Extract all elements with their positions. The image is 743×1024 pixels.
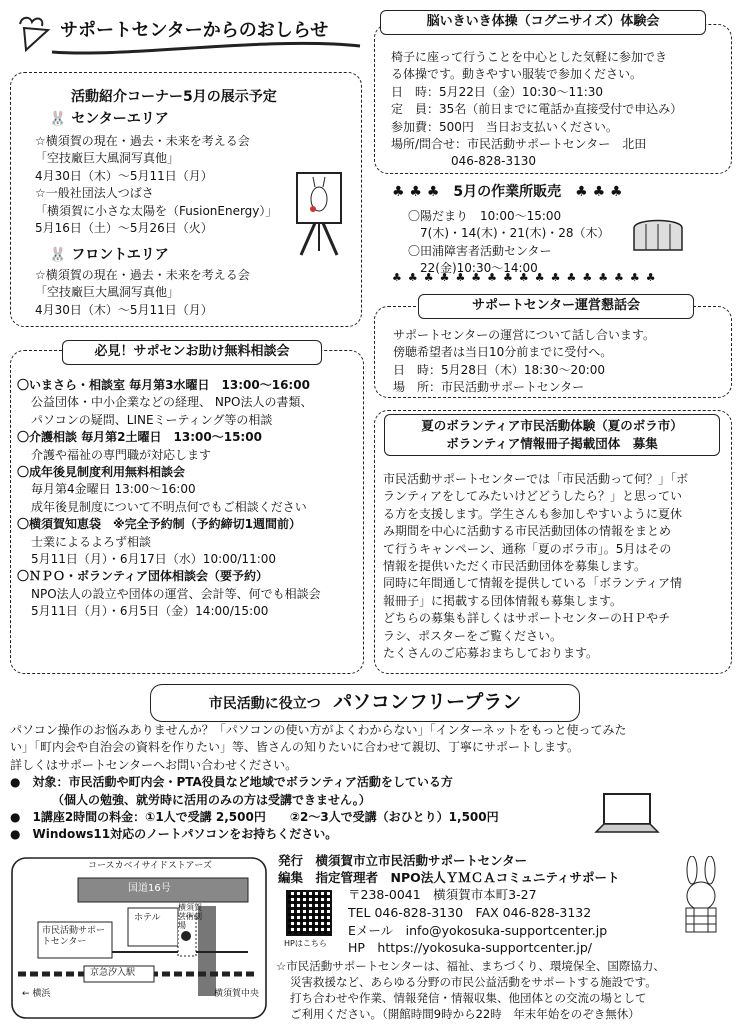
consult-line: 5月11日（月）・6月5日（金）14:00/15:00 xyxy=(31,604,269,619)
sales-line: 7(木)・14(木)・21(木)・28（木） xyxy=(420,226,610,241)
map xyxy=(8,856,270,1020)
pc-bullet: ● Windows11対応のノートパソコンをお持ちください。 xyxy=(10,827,338,842)
exhibit-line: ☆横須賀の現在・過去・未来を考える会 xyxy=(35,268,250,282)
pc-plan-title-a: 市民活動に役立つ xyxy=(208,696,321,712)
volunteer-line: たくさんのご応募おまちしております。 xyxy=(383,645,599,660)
header-banner xyxy=(8,6,368,62)
consult-line: NPO法人の設立や団体の運営、会計等、何でも相談会 xyxy=(31,586,321,601)
meeting-line: 傍聴希望者は当日10分前までに受付へ。 xyxy=(393,345,613,360)
cognicise-box xyxy=(374,24,732,174)
meeting-body xyxy=(393,327,655,397)
sales-line: 22(金)10:30～14:00 xyxy=(420,261,538,276)
cognicise-title: 脳いきいき体操（コグニサイズ）体験会 xyxy=(380,10,706,35)
consult-line: 〇横須賀知恵袋 ※完全予約制（予約締切1週間前） xyxy=(17,517,302,532)
consult-body xyxy=(17,377,363,620)
pc-line: い」「町内会や自治会の資料を作りたい」等、皆さんの知りたいに合わせて親切、丁寧にサポートします。 xyxy=(10,740,580,755)
footer-contact xyxy=(348,886,607,957)
footer-note-line: 打ち合わせや作業、情報発信・情報収集、他団体との交流の場として xyxy=(290,991,647,1006)
pc-line: 詳しくはサポートセンターへお問い合わせください。 xyxy=(10,757,298,772)
volunteer-line: み期間を中心に活動する市民活動団体の情報をまとめ xyxy=(383,524,672,539)
footer-note-line: ☆市民活動サポートセンターは、福祉、まちづくり、環境保全、国際協力、 xyxy=(276,959,665,973)
center-items xyxy=(35,133,277,237)
exhibit-line: 4月30日（木）～5月11日（月） xyxy=(35,168,213,183)
exhibit-line: 4月30日（木）～5月11日（月） xyxy=(35,302,213,317)
consult-line: 成年後見制度について不明点何でもご相談ください xyxy=(31,499,307,514)
map-theater-label: 横須賀芸術劇場 xyxy=(178,903,202,930)
exhibit-line: 「空技廠巨大風洞写真他」 xyxy=(35,151,180,166)
volunteer-line: 同時に年間通して情報を提供している「ボランティア情 xyxy=(383,576,683,591)
consult-line: 〇成年後見制度利用無料相談会 xyxy=(17,464,186,479)
pc-bullet: ● 1講座2時間の料金：①1人で受講 2,500円 ②2～3人で受講（おひとり）1,500円 xyxy=(10,809,499,824)
exhibit-line: ☆横須賀の現在・過去・未来を考える会 xyxy=(35,134,250,148)
easel-illustration xyxy=(291,169,347,259)
volunteer-line: ラシ、ポスターをご覧ください。 xyxy=(383,628,563,643)
volunteer-line: 情報を提供いただく市民活動団体を募集します。 xyxy=(383,558,647,573)
consult-line: 5月11日（月）・6月17日（水）10:00/11:00 xyxy=(31,551,277,566)
cognicise-body xyxy=(391,49,682,171)
exhibit-box xyxy=(10,72,362,327)
cognicise-line: 定 員：35名（前日までに電話か直接受付で申込み） xyxy=(391,102,683,117)
meeting-line: 日 時：5月28日（木）18:30～20:00 xyxy=(393,362,606,377)
qr-code[interactable] xyxy=(286,890,332,936)
meeting-line: 場 所：市民活動サポートセンター xyxy=(393,380,585,395)
consult-line: 〇介護相談 毎月第2土曜日 13:00～15:00 xyxy=(17,430,262,445)
consult-title: 必見！サポセンお助け無料相談会 xyxy=(62,340,322,365)
rabbit-icon: 🐰 xyxy=(49,247,67,263)
sales-title: 5月の作業所販売 xyxy=(453,184,562,200)
consult-line: 〇ＮＰＯ・ボランティア団体相談会（要予約） xyxy=(17,569,269,584)
volunteer-line: どちらの募集も詳しくはサポートセンターのＨＰやチ xyxy=(383,611,671,626)
footer-note-line: 災害救援など、あらゆる分野の市民公益活動をサポートする施設です。 xyxy=(290,975,657,990)
map-hotel-label: ホテル xyxy=(134,913,161,923)
clover-icon: ♣ ♣ ♣ xyxy=(575,184,623,200)
footer-tel: TEL 046-828-3130 FAX 046-828-3132 xyxy=(348,904,592,920)
exhibit-line: 「横須賀に小さな太陽を（FusionEnergy）」 xyxy=(35,203,278,218)
volunteer-title xyxy=(384,414,720,456)
clover-divider-icon: ♣♣♣♣♣♣♣♣♣♣♣♣♣♣♣♣♣ xyxy=(392,271,662,284)
exhibit-line: 5月16日（土）～5月26日（火） xyxy=(35,220,213,235)
clover-icon: ♣ ♣ ♣ xyxy=(392,184,440,200)
qr-caption: HPはこちら xyxy=(284,939,327,948)
meeting-title: サポートセンター運営懇話会 xyxy=(418,294,694,319)
exhibit-title: 活動紹介コーナー5月の展示予定 xyxy=(71,89,277,105)
footer-info xyxy=(278,852,736,887)
volunteer-title-line1: 夏のボランティア市民活動体験（夏のボラ市） xyxy=(421,418,683,433)
pc-bullet: （個人の勉強、就労時に活用のみの方は受講できません。） xyxy=(10,792,371,807)
volunteer-line: る方を支援します。学生さんも参加しやすいように夏休 xyxy=(383,506,683,521)
cognicise-line: る体操です。動きやすい服装で参加ください。 xyxy=(391,67,643,82)
consult-line: パソコンの疑問、LINEミーティング等の相談 xyxy=(31,412,273,427)
map-station-label: 京急汐入駅 xyxy=(90,968,136,978)
pc-line: パソコン操作のお悩みありませんか？「パソコンの使い方がよくわからない」「インターネットをもっと使ってみた xyxy=(10,723,627,737)
cognicise-line: 参加費：500円 当日お支払いください。 xyxy=(391,119,618,134)
cognicise-line: 椅子に座って行うことを中心とした気軽に参加でき xyxy=(391,50,668,64)
sales-body xyxy=(408,208,610,278)
footer-address: 〒238-0041 横須賀市本町3-27 xyxy=(348,887,537,902)
map-chuo-label: 横須賀中央 xyxy=(214,989,260,999)
front-items xyxy=(35,267,250,319)
center-area-label: センターエリア xyxy=(71,111,169,127)
map-road-label: 国道16号 xyxy=(128,883,171,894)
consult-box xyxy=(10,350,364,674)
consult-line: 士業によるよろず相談 xyxy=(31,534,152,549)
rabbit-icon: 🐰 xyxy=(49,111,67,127)
sales-section xyxy=(380,182,730,284)
meeting-box xyxy=(374,306,732,398)
laptop-icon xyxy=(592,790,662,838)
consult-line: 毎月第4金曜日 13:00～16:00 xyxy=(31,482,196,497)
cognicise-phone: 046-828-3130 xyxy=(451,154,537,169)
rabbit-mascot-icon xyxy=(670,856,734,936)
header-title: サポートセンターからのおしらせ xyxy=(60,20,329,41)
pc-plan-title xyxy=(150,684,580,722)
footer-note-line: ご利用ください。（開館時間9時から22時 年末年始をのぞき無休） xyxy=(290,1007,640,1022)
exhibit-line: 「空技廠巨大風洞写真他」 xyxy=(35,285,180,300)
volunteer-line: ランティアをしてみたいけどどうしたら？」と思ってい xyxy=(383,489,683,504)
footer-email[interactable]: Eメール info@yokosuka-supportcenter.jp xyxy=(348,922,608,938)
footer-note xyxy=(276,958,736,1022)
cognicise-line: 日 時：5月22日（金）10:30～11:30 xyxy=(391,84,604,99)
consult-line: 公益団体・中小企業などの経理、 NPO法人の書類、 xyxy=(31,395,313,410)
map-center-label: 市民活動サポートセンター xyxy=(42,926,106,947)
sales-line: 〇田浦障害者活動センター xyxy=(408,243,552,258)
consult-line: 〇いまさら・相談室 毎月第3水曜日 13:00～16:00 xyxy=(17,378,310,392)
bread-icon xyxy=(628,212,688,256)
front-area-label: フロントエリア xyxy=(71,247,169,263)
volunteer-title-line2: ボランティア情報冊子掲載団体 募集 xyxy=(446,436,658,452)
volunteer-line: 報冊子」に掲載する団体情報も募集します。 xyxy=(383,593,623,608)
volunteer-body xyxy=(383,471,688,662)
volunteer-line: 市民活動サポートセンターでは「市民活動って何？」「ボ xyxy=(383,472,689,486)
footer-editor: 編集 指定管理者 NPO法人ＹＭＣＡコミュニティサポート xyxy=(278,870,620,886)
footer-hp[interactable]: HP https://yokosuka-supportcenter.jp/ xyxy=(348,940,593,956)
volunteer-line: て行うキャンペーン、通称「夏のボラ市」。5月はその xyxy=(383,541,672,556)
pc-plan-title-b: パソコンフリープラン xyxy=(333,691,522,713)
sales-line: 〇陽だまり 10:00～15:00 xyxy=(408,209,562,223)
map-store-label: コースカベイサイドストアーズ xyxy=(88,861,212,871)
cognicise-line: 場所/問合せ：市民活動サポートセンター 北田 xyxy=(391,136,647,151)
pc-bullet: ● 対象：市民活動や町内会・PTA役員など地域でボランティア活動をしている方 xyxy=(10,775,453,790)
consult-line: 介護や福祉の専門職が対応します xyxy=(31,447,212,462)
footer-publisher: 発行 横須賀市立市民活動サポートセンター xyxy=(278,853,528,868)
meeting-line: サポートセンターの運営について話し合います。 xyxy=(393,328,655,342)
map-yokohama-label: ← 横浜 xyxy=(22,989,51,999)
exhibit-line: ☆一般社団法人つばさ xyxy=(35,186,154,201)
